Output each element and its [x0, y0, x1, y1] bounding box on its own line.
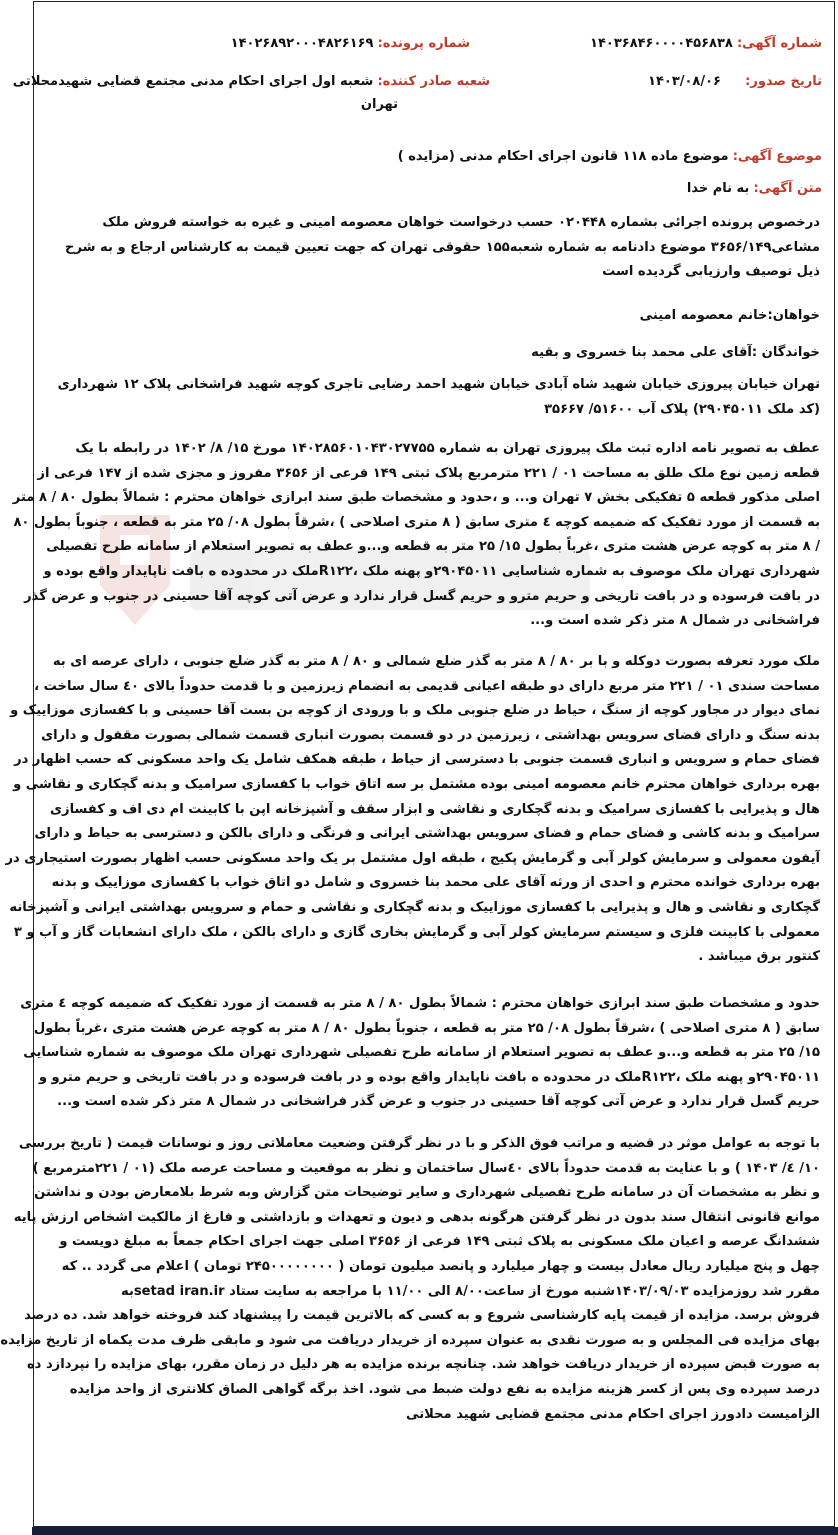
- issue-date-label: تاریخ صدور:: [745, 74, 822, 89]
- text-line: حریم گسل قرار ندارد و عرض آتی کوچه آقا حسینی در جنوب و عرض گذر فراشخانی در شمال ۸ متر ذکر شده است و...: [57, 1094, 820, 1110]
- ad-number: [590, 33, 822, 55]
- text-line: نمای دیوار در مجاور کوچه از سنگ ، حیاط در ضلع جنوبی ملک و با ورودی از کوچه بن بست آقا حسینی و با کفسازی موزاییک و: [10, 703, 820, 719]
- branch-value-line2: تهران: [360, 97, 398, 112]
- text-line: گچکاری و نقاشی و هال و پذیرایی با کفسازی موزاییک و بدنه گچکاری و نقاشی و حمام و سرویس بهداشتی ایرانی و آشپزخانه: [9, 899, 820, 915]
- text-line: / ۸ متر به کوچه عرض هشت متری ،غرباً بطول ۱۵/ ۲۵ متر به قطعه و...و عطف به تصویر استعلام از سامانه طرح تفصیلی: [46, 539, 820, 555]
- text-label: متن آگهی:: [753, 181, 822, 196]
- text-line: چهل و پنج میلیارد ریال معادل بیست و چهار میلیارد و پانصد میلیون تومان ( ۲۴۵۰۰۰۰۰۰۰۰ تومان ) اعلام می گردد .. که: [61, 1258, 820, 1274]
- subject-label: موضوع آگهی:: [732, 149, 822, 164]
- case-number-value: ۱۴۰۲۶۸۹۲۰۰۰۴۸۲۶۱۶۹: [230, 36, 374, 51]
- text-line: مشاعی۳۶۵۶/۱۴۹ موضوع دادنامه به شماره شعبه۱۵۵ حقوقی تهران که جهت تعیین قیمت به کارشناس ارجاع و به شرح: [65, 239, 820, 255]
- case-number-label: شماره پرونده:: [377, 36, 470, 51]
- text-line: معمولی با کابینت فلزی و سیستم سرمایش کولر آبی و گرمایش بخاری گازی و دارای بالکن ، ملک دارای انشعابات گاز و آب و ۳: [13, 924, 820, 940]
- text-line: بهای مزایده فی المجلس و به صورت نقدی به عنوان سپرده از خریدار دریافت می شود و مابقی ظرف مدت یکماه از تاریخ مزایده: [0, 1332, 820, 1348]
- text-line: به قسمت از مورد تفکیک که ضمیمه کوچه ٤ متری سابق ( ۸ متری اصلاحی ) ،شرقاً بطول ۰۸/ ۲۵ متر به قطعه ، جنوباً بطول ۸۰: [13, 514, 820, 530]
- text-line: سابق ( ۸ متری اصلاحی ) ،شرقاً بطول ۰۸/ ۲۵ متر به قطعه ، جنوباً بطول ۸۰ / ۸ متر به کوچه عرض هشت متری ،غرباً بطول: [33, 1020, 820, 1036]
- text-line: فراشخانی در شمال ۸ متر ذکر شده است و...: [530, 613, 820, 629]
- text-line: درصد سپرده وی پس از کسر هزینه مزایده به نفع دولت ضبط می شود. اخذ برگه گواهی الصاق کلانتری از واحد مزایده: [69, 1381, 820, 1397]
- text-line: کنتور برق میباشد .: [698, 949, 820, 965]
- subject-value: موضوع ماده ۱۱۸ قانون اجرای احکام مدنی (مزایده ): [397, 149, 729, 164]
- property-description-paragraph: [5, 650, 820, 970]
- issuing-branch: [13, 71, 490, 93]
- text-line: سرامیک و بدنه کاشی و فضای حمام و فضای سرویس بهداشتی ایرانی و فرنگی و دارای بالکن و دسترسی به حیاط و دارای: [34, 826, 820, 842]
- text-line: (کد ملک ۲۹۰۴۵۰۱۱) پلاک آب ۵۱۶۰۰/ ۳۵۶۶۷: [544, 401, 820, 417]
- text-line: بدنه سنگ و دارای فضای سرویس بهداشتی ، زیرزمین در دو قسمت بصورت انباری قسمت شمالی بصورت مقفول و دارای: [41, 727, 820, 743]
- text-line: ذیل توصیف وارزیابی گردیده است: [602, 264, 820, 280]
- plaintiff-line: خواهان:خانم معصومه امینی: [639, 308, 820, 323]
- text-line: تهران خیابان پیروزی خیابان شهید شاه آبادی خیابان شهید احمد رضایی تاجری کوچه شهید فراشخانی پلاک ۱۲ شهرداری: [57, 377, 820, 392]
- text-line: بهره برداری خوانده محترم و احدی از ورثه آقای علی محمد بنا خسروی و شامل دو اتاق خواب با کفسازی موزاییک و بدنه: [51, 875, 820, 891]
- text-line: هال و پذیرایی با کفسازی سرامیک و بدنه گچکاری و نقاشی و ابزار سقف و آشپزخانه اپن با کابینت ام دی اف و کفسازی: [50, 801, 820, 817]
- ad-subject: [398, 146, 822, 168]
- defendants-line: خواندگان :آقای علی محمد بنا خسروی و بقیه: [531, 345, 820, 360]
- footer-bar: [32, 1527, 838, 1535]
- text-line: شهرداری تهران ملک موصوف به شماره شناسایی ۲۹۰۴۵۰۱۱و پهنه ملک ،R۱۲۲ملک در محدوده ه بافت ناپایدار واقع بوده و: [43, 563, 820, 579]
- text-line: عطف به تصویر نامه اداره ثبت ملک پیروزی تهران به شماره ۱۴۰۲۸۵۶۰۱۰۴۳۰۲۷۷۵۵ مورخ ۱۵/ ۸/ ۱۴۰۲ در رابطه با یک: [75, 441, 820, 456]
- boundaries-paragraph: [20, 992, 820, 1115]
- text-line: درخصوص پرونده اجرائی بشماره ۰۲۰۴۴۸ حسب درخواست خواهان معصومه امینی و غیره به خواسته فروش ملک: [102, 215, 820, 230]
- intro-paragraph: [48, 211, 820, 285]
- text-line: به صورت قبض سپرده از خریدار دریافت خواهد شد. چنانچه برنده مزایده به هر دلیل در زمان مقرر، بهای مزایده را نپردازد ده: [26, 1357, 820, 1373]
- text-line: در بافت فرسوده و در بافت تاریخی و حریم مترو و حریم گسل قرار ندارد و عرض آتی کوچه آقا حسینی در جنوب و عرض گذر: [24, 588, 820, 604]
- text-line: مقرر شد روزمزایده ۱۴۰۳/۰۹/۰۳شنبه مورخ از ساعت۸/۰۰ الی ۱۱/۰۰ با مراجعه به سایت ستاد setad iran.irبه: [121, 1283, 820, 1299]
- text-line: ۱۵/ ۲۵ متر به قطعه و...و عطف به تصویر استعلام از سامانه طرح تفصیلی شهرداری تهران ملک موصوف به شماره شناسایی: [23, 1045, 820, 1061]
- text-line: و نظر به مشخصات آن در سامانه طرح تفصیلی شهرداری و سایر توضیحات متن گزارش وبه شرط بلامعارض بودن و نداشتن: [34, 1185, 820, 1201]
- text-line: ۲۹۰۴۵۰۱۱و پهنه ملک ،R۱۲۲ملک در محدوده ه بافت ناپایدار واقع بوده و در بافت فرسوده و در بافت تاریخی و حریم مترو و: [38, 1069, 820, 1085]
- address-paragraph: [48, 373, 820, 422]
- ad-text-heading: [687, 178, 822, 200]
- ad-number-label: شماره آگهی:: [736, 36, 822, 51]
- text-line: فروش برسد. مزایده از قیمت پایه کارشناسی شروع و به کسی که بالاترین قیمت را پیشنهاد کند فروخته خواهد شد. ده درصد: [24, 1308, 820, 1324]
- issue-date: [648, 71, 822, 93]
- text-line: موانع قانونی انتقال سند بدون در نظر گرفتن هرگونه بدهی و دیون و تعهدات و بازداشتی و فارغ از مالکیت اشخاص ارزش پایه: [13, 1209, 820, 1225]
- text-line: ۱۰/ ٤/ ۱۴۰۳ ) و با عنایت به قدمت حدوداً بالای ٤٠سال ساختمان و نظر به موقعیت و مساحت عرصه ملک (۰۱ / ۲۲۱مترمربع ): [32, 1160, 820, 1176]
- branch-label: شعبه صادر کننده:: [377, 74, 490, 89]
- text-line: فضای حمام و سرویس و انباری قسمت جنوبی با دسترسی از حیاط ، طبقه همکف شامل یک واحد مسکونی که حسب اظهار در: [14, 752, 820, 768]
- case-number: [231, 33, 470, 55]
- text-line: بهره برداری خواهان محترم خانم معصومه امینی بوده مشتمل بر سه اتاق خواب با کفسازی سرامیک و بدنه گچکاری و نقاشی و: [13, 776, 820, 792]
- text-line: حدود و مشخصات طبق سند ابرازی خواهان محترم : شمالاً بطول ۸۰ / ۸ متر به قسمت از مورد تفکیک که ضمیمه کوچه ٤ متری: [20, 996, 820, 1011]
- branch-value-line1: شعبه اول اجرای احکام مدنی مجتمع قضایی شهیدمحلاتی: [12, 74, 374, 89]
- text-line: با توجه به عوامل موثر در قضیه و مراتب فوق الذکر و با در نظر گرفتن وضعیت معاملاتی روز و نوسانات قیمت ( تاریخ بررسی: [18, 1136, 820, 1151]
- text-line: مساحت سندی ۰۱ / ۲۲۱ متر مربع دارای دو طبقه اعیانی قدیمی به انضمام زیرزمین و با قدمت حدوداً بالای ٤٠ سال ساخت ،: [34, 678, 820, 694]
- text-line: آیفون معمولی و سرمایش کولر آبی و گرمایش پکیج ، طبقه اول مشتمل بر یک واحد مسکونی حسب اظهار بصورت استیجاری در: [5, 850, 820, 866]
- ad-number-value: ۱۴۰۳۶۸۴۶۰۰۰۰۴۵۶۸۳۸: [590, 36, 733, 51]
- text-line: الزامیست دادورز اجرای احکام مدنی مجتمع قضایی شهید محلاتی: [406, 1406, 820, 1422]
- text-intro: به نام خدا: [686, 181, 750, 196]
- text-line: ملک مورد تعرفه بصورت دوکله و با بر ۸۰ / ۸ متر به گذر ضلع شمالی و ۸۰ / ۸ متر به گذر ضلع جنوبی ، دارای عرصه ای به: [52, 654, 820, 669]
- registry-paragraph: [12, 437, 820, 634]
- text-line: اصلی مذکور قطعه ۵ تفکیکی بخش ۷ تهران و... و ،حدود و مشخصات طبق سند ابرازی خواهان محترم : شمالاً بطول ۸۰ / ۸ متر: [12, 490, 820, 506]
- valuation-auction-paragraph: [0, 1132, 820, 1427]
- issue-date-value: ۱۴۰۳/۰۸/۰۶: [648, 74, 721, 89]
- text-line: ششدانگ عرصه و اعیان ملک مسکونی به پلاک ثبتی ۱۴۹ فرعی از ۳۶۵۶ اصلی جهت اجرای احکام جمعاً به مبلغ دویست و: [59, 1234, 820, 1250]
- text-line: قطعه زمین نوع ملک طلق به مساحت ۰۱ / ۲۲۱ مترمربع پلاک ثبتی ۱۴۹ فرعی از ۳۶۵۶ مفروز و مجزی شده از ۱۴۷ فرعی از: [37, 465, 820, 481]
